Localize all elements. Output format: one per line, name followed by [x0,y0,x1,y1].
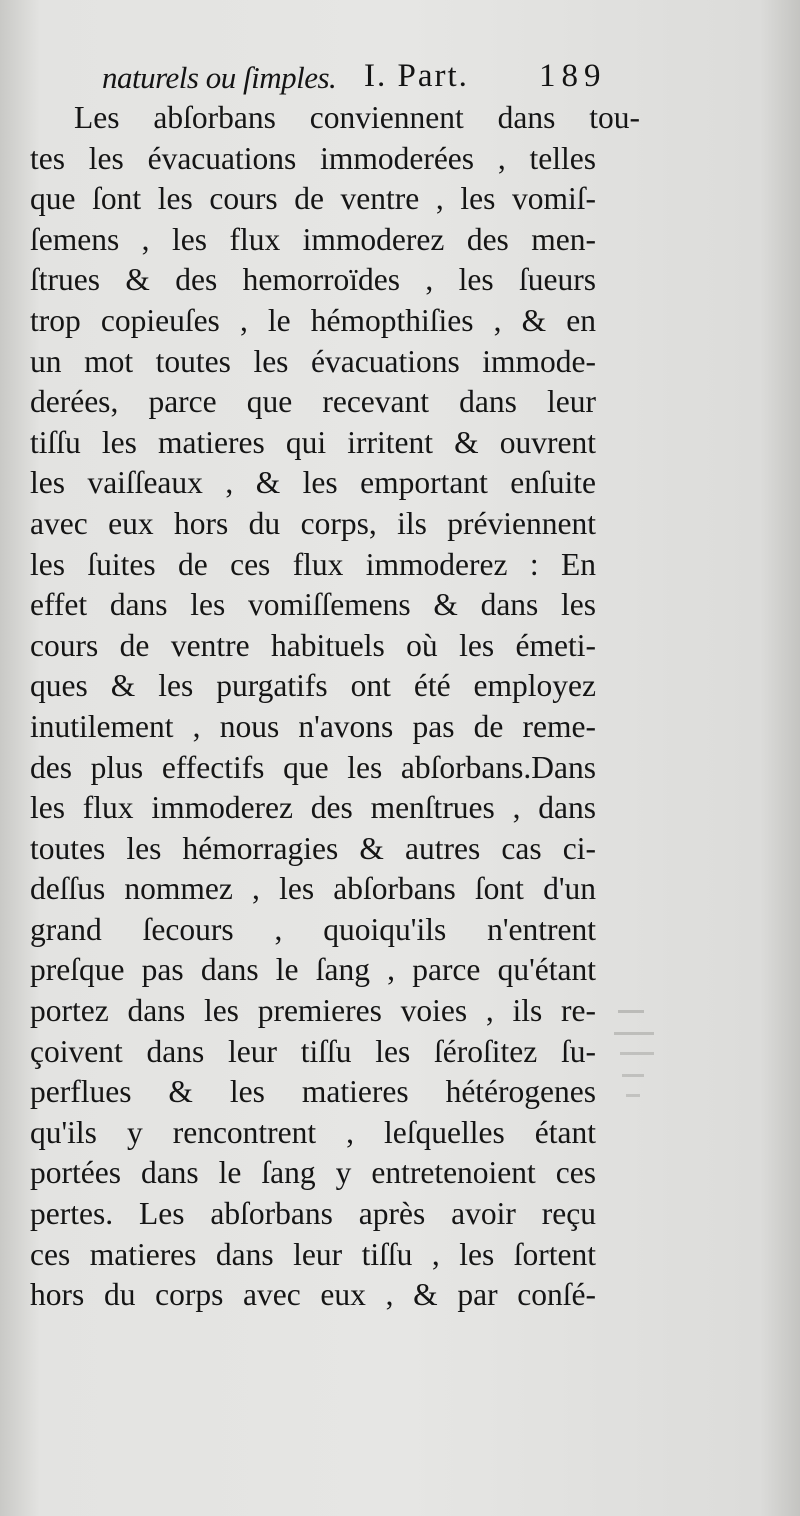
page-number: 189 [539,58,607,94]
text-line: les flux immoderez des menſtrues , dans [30,790,596,826]
text-line: ces matieres dans leur tiſſu , les ſortent [30,1236,596,1272]
text-line: tes les évacuations immoderées , telles [30,140,596,176]
text-line: hors du corps avec eux , & par conſé- [30,1277,596,1313]
text-line: avec eux hors du corps, ils préviennent [30,505,596,541]
part-label: I. Part. [364,58,469,94]
text-line: çoivent dans leur tiſſu les ſéroſitez ſu- [30,1033,596,1069]
text-line: que ſont les cours de ventre , les vomiſ- [30,181,596,217]
body-text [30,98,640,1316]
text-line: un mot toutes les évacuations immode- [30,343,596,379]
bleed-through-marks [612,990,692,1130]
text-line: effet dans les vomiſſemens & dans les [30,587,596,623]
text-line: tiſſu les matieres qui irritent & ouvrent [30,424,596,460]
text-line: ſemens , les flux immoderez des men- [30,221,596,257]
text-line: perflues & les matieres hétérogenes [30,1074,596,1110]
text-line: preſque pas dans le ſang , parce qu'étant [30,952,596,988]
text-line: derées, parce que recevant dans leur [30,384,596,420]
text-line: ques & les purgatifs ont été employez [30,668,596,704]
text-line: pertes. Les abſorbans après avoir reçu [30,1196,596,1232]
running-header [92,58,632,102]
running-title: naturels ou ſimples. [102,60,337,95]
text-line: qu'ils y rencontrent , leſquelles étant [30,1114,596,1150]
text-line: toutes les hémorragies & autres cas ci- [30,830,596,866]
text-line: portées dans le ſang y entretenoient ces [30,1155,596,1191]
text-line: ſtrues & des hemorroïdes , les ſueurs [30,262,596,298]
text-line: Les abſorbans conviennent dans tou- [74,100,640,135]
bleed-through-shadow [612,990,692,1130]
text-line: grand ſecours , quoiqu'ils n'entrent [30,911,596,947]
text-line: cours de ventre habituels où les émeti- [30,627,596,663]
text-line: portez dans les premieres voies , ils re- [30,993,596,1029]
text-line: des plus effectifs que les abſorbans.Dans [30,749,596,785]
text-line: les vaiſſeaux , & les emportant enſuite [30,465,596,501]
text-line: inutilement , nous n'avons pas de reme- [30,708,596,744]
text-line: les ſuites de ces flux immoderez : En [30,546,596,582]
text-line: deſſus nommez , les abſorbans ſont d'un [30,871,596,907]
text-line: trop copieuſes , le hémopthiſies , & en [30,302,596,338]
